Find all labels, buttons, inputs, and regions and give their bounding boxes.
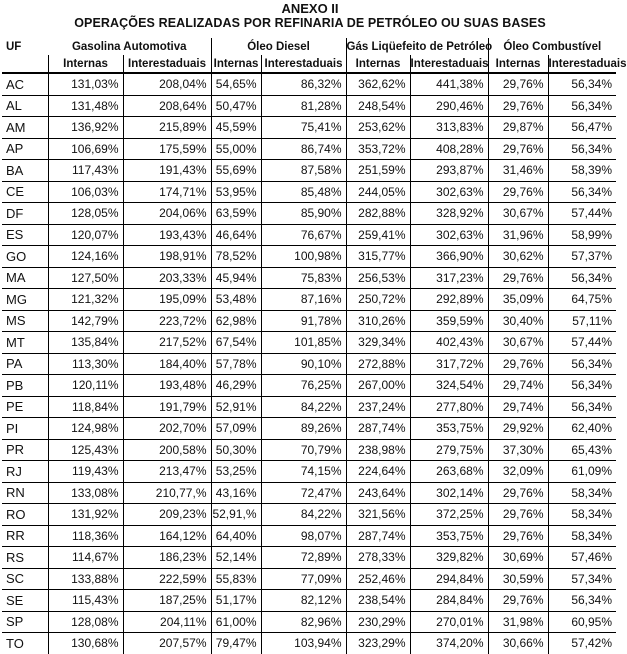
- cell-gasolina-internas: 120,11%: [48, 375, 123, 397]
- cell-gasolina-interestaduais: 208,64%: [123, 95, 211, 117]
- cell-diesel-internas: 67,54%: [211, 332, 261, 354]
- cell-glp-internas: 321,56%: [346, 504, 410, 526]
- cell-combustivel-internas: 30,66%: [488, 633, 548, 654]
- cell-combustivel-internas: 29,76%: [488, 353, 548, 375]
- cell-gasolina-interestaduais: 175,59%: [123, 138, 211, 160]
- table-row: [2, 568, 616, 590]
- table-row: [2, 353, 616, 375]
- cell-glp-interestaduais: 324,54%: [410, 375, 488, 397]
- cell-combustivel-internas: 29,74%: [488, 375, 548, 397]
- table-row: [2, 482, 616, 504]
- cell-diesel-internas: 51,17%: [211, 590, 261, 612]
- cell-gasolina-interestaduais: 187,25%: [123, 590, 211, 612]
- cell-glp-internas: 238,54%: [346, 590, 410, 612]
- subheader-glp-internas: Internas: [346, 55, 410, 73]
- cell-glp-interestaduais: 294,84%: [410, 568, 488, 590]
- cell-uf: ES: [2, 224, 48, 246]
- cell-combustivel-interestaduais: 65,43%: [548, 439, 616, 461]
- cell-combustivel-interestaduais: 57,37%: [548, 246, 616, 268]
- cell-uf: GO: [2, 246, 48, 268]
- cell-diesel-internas: 53,48%: [211, 289, 261, 311]
- cell-combustivel-internas: 30,59%: [488, 568, 548, 590]
- cell-glp-interestaduais: 302,63%: [410, 181, 488, 203]
- subheader-combustivel-internas: Internas: [488, 55, 548, 73]
- cell-combustivel-internas: 31,46%: [488, 160, 548, 182]
- cell-diesel-interestaduais: 76,67%: [261, 224, 346, 246]
- cell-glp-internas: 230,29%: [346, 611, 410, 633]
- group-header-combustivel: Óleo Combustível: [488, 38, 616, 55]
- cell-glp-internas: 272,88%: [346, 353, 410, 375]
- cell-combustivel-internas: 29,76%: [488, 73, 548, 95]
- table-body: [2, 73, 616, 654]
- cell-uf: RN: [2, 482, 48, 504]
- cell-gasolina-interestaduais: 200,58%: [123, 439, 211, 461]
- cell-diesel-internas: 46,64%: [211, 224, 261, 246]
- cell-combustivel-internas: 29,87%: [488, 117, 548, 139]
- cell-gasolina-interestaduais: 208,04%: [123, 73, 211, 95]
- cell-gasolina-internas: 124,16%: [48, 246, 123, 268]
- cell-gasolina-interestaduais: 209,23%: [123, 504, 211, 526]
- cell-gasolina-internas: 131,03%: [48, 73, 123, 95]
- cell-gasolina-interestaduais: 184,40%: [123, 353, 211, 375]
- cell-combustivel-interestaduais: 56,34%: [548, 353, 616, 375]
- cell-combustivel-internas: 30,62%: [488, 246, 548, 268]
- subheader-combustivel-interestaduais: Interestaduais: [548, 55, 616, 73]
- cell-glp-interestaduais: 270,01%: [410, 611, 488, 633]
- table-row: [2, 267, 616, 289]
- cell-diesel-internas: 79,47%: [211, 633, 261, 654]
- cell-uf: PR: [2, 439, 48, 461]
- cell-gasolina-internas: 124,98%: [48, 418, 123, 440]
- cell-glp-interestaduais: 292,89%: [410, 289, 488, 311]
- cell-glp-interestaduais: 284,84%: [410, 590, 488, 612]
- cell-diesel-interestaduais: 89,26%: [261, 418, 346, 440]
- cell-glp-internas: 287,74%: [346, 525, 410, 547]
- cell-diesel-interestaduais: 85,90%: [261, 203, 346, 225]
- cell-glp-interestaduais: 290,46%: [410, 95, 488, 117]
- cell-gasolina-interestaduais: 215,89%: [123, 117, 211, 139]
- cell-combustivel-interestaduais: 58,34%: [548, 504, 616, 526]
- cell-uf: TO: [6, 635, 24, 651]
- cell-diesel-interestaduais: 87,16%: [261, 289, 346, 311]
- cell-gasolina-interestaduais: 193,43%: [123, 224, 211, 246]
- cell-glp-internas: 248,54%: [346, 95, 410, 117]
- cell-glp-interestaduais: 353,75%: [410, 418, 488, 440]
- cell-uf: MA: [2, 267, 48, 289]
- cell-gasolina-interestaduais: 195,09%: [123, 289, 211, 311]
- table-row: [2, 332, 616, 354]
- table-row: [2, 590, 616, 612]
- cell-combustivel-interestaduais: 64,75%: [548, 289, 616, 311]
- cell-diesel-interestaduais: 72,47%: [261, 482, 346, 504]
- cell-diesel-interestaduais: 85,48%: [261, 181, 346, 203]
- cell-uf: MT: [2, 332, 48, 354]
- cell-gasolina-interestaduais: 213,47%: [123, 461, 211, 483]
- cell-glp-internas: 253,62%: [346, 117, 410, 139]
- cell-diesel-internas: 57,78%: [211, 353, 261, 375]
- cell-diesel-interestaduais: 81,28%: [261, 95, 346, 117]
- cell-diesel-interestaduais: 87,58%: [261, 160, 346, 182]
- cell-glp-interestaduais: 329,82%: [410, 547, 488, 569]
- cell-gasolina-internas: 131,48%: [48, 95, 123, 117]
- table-row: [2, 375, 616, 397]
- cell-glp-interestaduais: 302,14%: [410, 482, 488, 504]
- cell-diesel-interestaduais: 91,78%: [261, 310, 346, 332]
- cell-combustivel-internas: 35,09%: [488, 289, 548, 311]
- cell-glp-interestaduais: 277,80%: [410, 396, 488, 418]
- group-header-diesel: Óleo Diesel: [211, 38, 346, 55]
- table-row: [2, 73, 616, 95]
- cell-combustivel-internas: 29,76%: [488, 181, 548, 203]
- table-row: [2, 439, 616, 461]
- cell-diesel-interestaduais: 100,98%: [261, 246, 346, 268]
- cell-gasolina-internas: 106,03%: [48, 181, 123, 203]
- cell-diesel-internas: 55,69%: [211, 160, 261, 182]
- cell-diesel-interestaduais: 76,25%: [261, 375, 346, 397]
- cell-diesel-internas: 57,09%: [211, 418, 261, 440]
- table-row: [2, 181, 616, 203]
- cell-glp-internas: 250,72%: [346, 289, 410, 311]
- cell-uf: CE: [2, 181, 48, 203]
- cell-combustivel-interestaduais: 57,34%: [548, 568, 616, 590]
- cell-diesel-internas: 50,30%: [211, 439, 261, 461]
- table-row: [2, 633, 616, 654]
- cell-diesel-interestaduais: 72,89%: [261, 547, 346, 569]
- subheader-gasolina-internas: Internas: [48, 55, 123, 73]
- cell-diesel-interestaduais: 98,07%: [261, 525, 346, 547]
- cell-combustivel-internas: 29,74%: [488, 396, 548, 418]
- cell-combustivel-internas: 30,67%: [488, 332, 548, 354]
- table-row: [2, 95, 616, 117]
- cell-glp-interestaduais: 263,68%: [410, 461, 488, 483]
- cell-combustivel-interestaduais: 56,34%: [548, 396, 616, 418]
- cell-gasolina-internas: 127,50%: [48, 267, 123, 289]
- cell-combustivel-internas: 29,76%: [488, 504, 548, 526]
- cell-diesel-internas: 52,14%: [211, 547, 261, 569]
- table-row: [2, 525, 616, 547]
- cell-diesel-internas: 78,52%: [211, 246, 261, 268]
- cell-diesel-interestaduais: 84,22%: [261, 504, 346, 526]
- cell-combustivel-internas: 30,40%: [488, 310, 548, 332]
- cell-diesel-internas: 61,00%: [211, 611, 261, 633]
- cell-gasolina-internas: 142,79%: [48, 310, 123, 332]
- cell-combustivel-interestaduais: 58,39%: [548, 160, 616, 182]
- cell-gasolina-internas: 130,68%: [48, 633, 123, 654]
- cell-diesel-interestaduais: 74,15%: [261, 461, 346, 483]
- cell-diesel-interestaduais: 82,96%: [261, 611, 346, 633]
- cell-gasolina-internas: 117,43%: [48, 160, 123, 182]
- cell-glp-internas: 353,72%: [346, 138, 410, 160]
- cell-uf: SC: [2, 568, 48, 590]
- cell-diesel-internas: 62,98%: [211, 310, 261, 332]
- cell-glp-internas: 259,41%: [346, 224, 410, 246]
- table-row: [2, 246, 616, 268]
- cell-glp-internas: 243,64%: [346, 482, 410, 504]
- cell-gasolina-internas: 125,43%: [48, 439, 123, 461]
- cell-combustivel-interestaduais: 56,34%: [548, 73, 616, 95]
- cell-gasolina-internas: 128,05%: [48, 203, 123, 225]
- cell-gasolina-interestaduais: 210,77,%: [123, 482, 211, 504]
- table-row: [2, 611, 616, 633]
- cell-gasolina-interestaduais: 222,59%: [123, 568, 211, 590]
- cell-gasolina-internas: 131,92%: [48, 504, 123, 526]
- document-subtitle: OPERAÇÕES REALIZADAS POR REFINARIA DE PETRÓLEO OU SUAS BASES: [74, 16, 546, 30]
- sub-header-row: [2, 55, 616, 73]
- cell-uf: RO: [2, 504, 48, 526]
- group-header-glp: Gás Liqüefeito de Petróleo: [346, 38, 488, 55]
- cell-combustivel-interestaduais: 56,34%: [548, 95, 616, 117]
- table-row: [2, 160, 616, 182]
- subheader-diesel-interestaduais: Interestaduais: [261, 55, 346, 73]
- uf-subheader-blank: [2, 55, 48, 73]
- cell-combustivel-internas: 29,76%: [488, 138, 548, 160]
- cell-glp-interestaduais: 441,38%: [410, 73, 488, 95]
- cell-glp-internas: 329,34%: [346, 332, 410, 354]
- cell-glp-internas: 282,88%: [346, 203, 410, 225]
- subheader-gasolina-interestaduais: Interestaduais: [123, 55, 211, 73]
- cell-diesel-interestaduais: 75,41%: [261, 117, 346, 139]
- cell-combustivel-internas: 31,96%: [488, 224, 548, 246]
- cell-glp-internas: 362,62%: [346, 73, 410, 95]
- cell-glp-interestaduais: 353,75%: [410, 525, 488, 547]
- rates-table: [2, 38, 627, 654]
- cell-diesel-interestaduais: 103,94%: [261, 633, 346, 654]
- cell-gasolina-internas: 133,08%: [48, 482, 123, 504]
- cell-gasolina-interestaduais: 203,33%: [123, 267, 211, 289]
- cell-uf: AP: [2, 138, 48, 160]
- cell-gasolina-internas: 119,43%: [48, 461, 123, 483]
- group-header-row: [2, 38, 616, 55]
- cell-diesel-internas: 54,65%: [211, 73, 261, 95]
- cell-combustivel-interestaduais: 56,34%: [548, 138, 616, 160]
- table-row: [2, 203, 616, 225]
- group-header-gasolina: Gasolina Automotiva: [71, 40, 187, 53]
- cell-diesel-internas: 46,29%: [211, 375, 261, 397]
- cell-combustivel-interestaduais: 57,44%: [548, 203, 616, 225]
- cell-combustivel-interestaduais: 58,34%: [548, 482, 616, 504]
- table-row: [2, 396, 616, 418]
- cell-diesel-interestaduais: 70,79%: [261, 439, 346, 461]
- cell-combustivel-interestaduais: 58,34%: [548, 525, 616, 547]
- cell-glp-internas: 267,00%: [346, 375, 410, 397]
- cell-diesel-interestaduais: 75,83%: [261, 267, 346, 289]
- cell-combustivel-internas: 29,76%: [488, 482, 548, 504]
- cell-combustivel-interestaduais: 56,34%: [548, 375, 616, 397]
- cell-glp-interestaduais: 328,92%: [410, 203, 488, 225]
- cell-combustivel-interestaduais: 56,47%: [548, 117, 616, 139]
- table-row: [2, 310, 616, 332]
- table-row: [2, 224, 616, 246]
- cell-combustivel-internas: 29,76%: [488, 267, 548, 289]
- cell-gasolina-interestaduais: 204,06%: [123, 203, 211, 225]
- cell-diesel-internas: 52,91%: [211, 396, 261, 418]
- cell-uf: SE: [2, 590, 48, 612]
- cell-uf: BA: [2, 160, 48, 182]
- cell-diesel-interestaduais: 77,09%: [261, 568, 346, 590]
- cell-combustivel-internas: 37,30%: [488, 439, 548, 461]
- cell-diesel-internas: 53,25%: [211, 461, 261, 483]
- cell-combustivel-internas: 30,69%: [488, 547, 548, 569]
- cell-diesel-internas: 55,83%: [211, 568, 261, 590]
- cell-diesel-internas: 50,47%: [211, 95, 261, 117]
- cell-diesel-interestaduais: 90,10%: [261, 353, 346, 375]
- cell-uf: PI: [2, 418, 48, 440]
- cell-uf: PA: [2, 353, 48, 375]
- cell-gasolina-internas: 118,84%: [48, 396, 123, 418]
- cell-gasolina-internas: 113,30%: [48, 353, 123, 375]
- cell-gasolina-internas: 114,67%: [48, 547, 123, 569]
- cell-glp-interestaduais: 302,63%: [410, 224, 488, 246]
- cell-glp-internas: 238,98%: [346, 439, 410, 461]
- cell-gasolina-interestaduais: 223,72%: [123, 310, 211, 332]
- subheader-diesel-internas: Internas: [211, 55, 261, 73]
- cell-combustivel-interestaduais: 57,11%: [548, 310, 616, 332]
- cell-gasolina-internas: 118,36%: [48, 525, 123, 547]
- cell-combustivel-internas: 29,76%: [488, 590, 548, 612]
- cell-combustivel-interestaduais: 56,34%: [548, 181, 616, 203]
- cell-glp-internas: 323,29%: [346, 633, 410, 654]
- cell-glp-internas: 244,05%: [346, 181, 410, 203]
- cell-diesel-internas: 53,95%: [211, 181, 261, 203]
- table-row: [2, 461, 616, 483]
- cell-glp-internas: 310,26%: [346, 310, 410, 332]
- cell-gasolina-internas: 133,88%: [48, 568, 123, 590]
- cell-gasolina-interestaduais: 174,71%: [123, 181, 211, 203]
- cell-glp-internas: 315,77%: [346, 246, 410, 268]
- table-row: [2, 504, 616, 526]
- cell-glp-interestaduais: 317,23%: [410, 267, 488, 289]
- cell-uf: RJ: [2, 461, 48, 483]
- cell-glp-interestaduais: 366,90%: [410, 246, 488, 268]
- cell-gasolina-interestaduais: 202,70%: [123, 418, 211, 440]
- cell-glp-internas: 237,24%: [346, 396, 410, 418]
- cell-gasolina-interestaduais: 207,57%: [123, 633, 211, 654]
- subheader-glp-interestaduais: Interestaduais: [410, 55, 488, 73]
- cell-glp-internas: 287,74%: [346, 418, 410, 440]
- cell-glp-interestaduais: 313,83%: [410, 117, 488, 139]
- cell-combustivel-internas: 29,76%: [488, 95, 548, 117]
- cell-glp-interestaduais: 359,59%: [410, 310, 488, 332]
- cell-combustivel-interestaduais: 62,40%: [548, 418, 616, 440]
- cell-uf: PB: [2, 375, 48, 397]
- cell-combustivel-interestaduais: 58,99%: [548, 224, 616, 246]
- cell-combustivel-internas: 32,09%: [488, 461, 548, 483]
- cell-combustivel-interestaduais: 61,09%: [548, 461, 616, 483]
- cell-diesel-internas: 43,16%: [211, 482, 261, 504]
- cell-combustivel-interestaduais: 57,42%: [548, 633, 616, 654]
- cell-diesel-interestaduais: 82,12%: [261, 590, 346, 612]
- table-row: [2, 138, 616, 160]
- cell-diesel-internas: 55,00%: [211, 138, 261, 160]
- cell-combustivel-interestaduais: 57,44%: [548, 332, 616, 354]
- cell-glp-internas: 278,33%: [346, 547, 410, 569]
- cell-glp-interestaduais: 372,25%: [410, 504, 488, 526]
- cell-glp-interestaduais: 293,87%: [410, 160, 488, 182]
- cell-gasolina-interestaduais: 217,52%: [123, 332, 211, 354]
- cell-combustivel-internas: 29,92%: [488, 418, 548, 440]
- cell-diesel-internas: 45,59%: [211, 117, 261, 139]
- cell-uf: DF: [2, 203, 48, 225]
- cell-diesel-internas: 63,59%: [211, 203, 261, 225]
- cell-gasolina-interestaduais: 193,48%: [123, 375, 211, 397]
- cell-gasolina-interestaduais: 191,79%: [123, 396, 211, 418]
- cell-diesel-internas: 52,91,%: [211, 504, 261, 526]
- cell-uf: PE: [2, 396, 48, 418]
- cell-diesel-internas: 64,40%: [211, 525, 261, 547]
- cell-uf: MS: [2, 310, 48, 332]
- table-row: [2, 289, 616, 311]
- cell-glp-interestaduais: 408,28%: [410, 138, 488, 160]
- cell-glp-interestaduais: 317,72%: [410, 353, 488, 375]
- cell-combustivel-internas: 30,67%: [488, 203, 548, 225]
- cell-gasolina-interestaduais: 164,12%: [123, 525, 211, 547]
- cell-combustivel-internas: 29,76%: [488, 525, 548, 547]
- cell-glp-internas: 252,46%: [346, 568, 410, 590]
- table-row: [2, 547, 616, 569]
- cell-diesel-interestaduais: 86,74%: [261, 138, 346, 160]
- cell-uf: AL: [2, 95, 48, 117]
- cell-uf: AC: [2, 73, 48, 95]
- cell-uf: AM: [2, 117, 48, 139]
- cell-glp-interestaduais: 402,43%: [410, 332, 488, 354]
- cell-gasolina-internas: 121,32%: [48, 289, 123, 311]
- cell-combustivel-interestaduais: 60,95%: [548, 611, 616, 633]
- cell-glp-interestaduais: 279,75%: [410, 439, 488, 461]
- cell-combustivel-internas: 31,98%: [488, 611, 548, 633]
- cell-glp-interestaduais: 374,20%: [410, 633, 488, 654]
- cell-gasolina-internas: 115,43%: [48, 590, 123, 612]
- table-row: [2, 418, 616, 440]
- cell-glp-internas: 256,53%: [346, 267, 410, 289]
- cell-gasolina-interestaduais: 191,43%: [123, 160, 211, 182]
- cell-diesel-interestaduais: 101,85%: [261, 332, 346, 354]
- cell-combustivel-interestaduais: 56,34%: [548, 267, 616, 289]
- cell-combustivel-interestaduais: 57,46%: [548, 547, 616, 569]
- cell-uf: RS: [2, 547, 48, 569]
- cell-uf: MG: [2, 289, 48, 311]
- cell-glp-internas: 251,59%: [346, 160, 410, 182]
- cell-combustivel-interestaduais: 56,34%: [548, 590, 616, 612]
- cell-gasolina-interestaduais: 186,23%: [123, 547, 211, 569]
- document-title: ANEXO II: [281, 1, 339, 16]
- cell-gasolina-internas: 120,07%: [48, 224, 123, 246]
- cell-diesel-interestaduais: 84,22%: [261, 396, 346, 418]
- cell-gasolina-internas: 106,69%: [48, 138, 123, 160]
- cell-gasolina-interestaduais: 198,91%: [123, 246, 211, 268]
- cell-gasolina-internas: 136,92%: [48, 117, 123, 139]
- cell-gasolina-interestaduais: 204,11%: [123, 611, 211, 633]
- uf-header: UF: [6, 40, 22, 53]
- cell-uf: RR: [2, 525, 48, 547]
- cell-diesel-interestaduais: 86,32%: [261, 73, 346, 95]
- table-row: [2, 117, 616, 139]
- cell-glp-internas: 224,64%: [346, 461, 410, 483]
- cell-uf: SP: [2, 611, 48, 633]
- cell-diesel-internas: 45,94%: [211, 267, 261, 289]
- cell-gasolina-internas: 128,08%: [48, 611, 123, 633]
- cell-gasolina-internas: 135,84%: [48, 332, 123, 354]
